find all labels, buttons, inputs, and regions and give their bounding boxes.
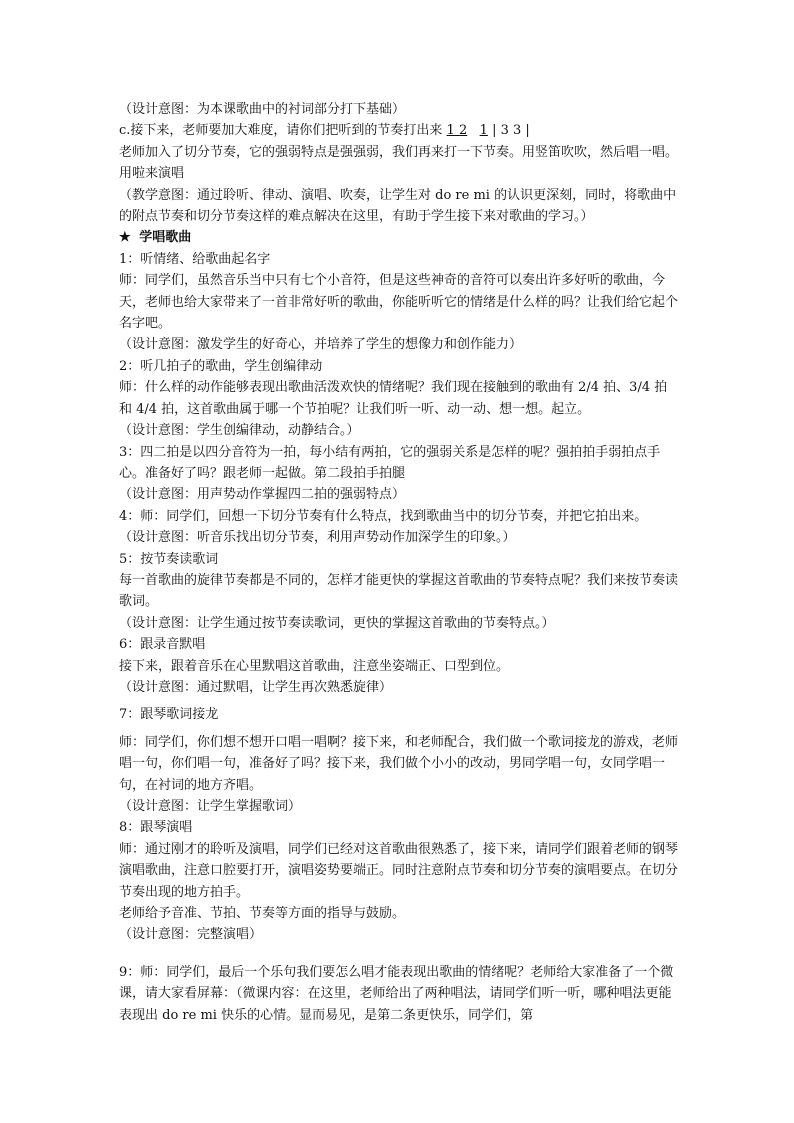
step-title-8: 8：跟琴演唱 [119, 820, 193, 836]
step-body-7: 师：同学们，你们想不想开口唱一唱啊？接下来，和老师配合，我们做一个歌词接龙的游戏，老师唱一句，你们唱一句，准备好了吗？接下来，我们做个小小的改动，男同学唱一句，女同学唱一句，在衬词的地方齐唱。 [119, 734, 679, 793]
step-body-2: 师：什么样的动作能够表现出歌曲活泼欢快的情绪呢？我们现在接触到的歌曲有 2/4 拍、3/4 拍和 4/4 拍，这首歌曲属于哪一个节拍呢？让我们听一听、动一动、想一想。起立。 [119, 380, 668, 417]
design-note-6: （设计意图：通过默唱，让学生再次熟悉旋律） [119, 679, 393, 695]
step-title-6: 6：跟录音默唱 [119, 637, 206, 653]
design-note: （设计意图：为本课歌曲中的衬词部分打下基础） [119, 102, 406, 117]
step-body-5: 每一首歌曲的旋律节奏都是不同的，怎样才能更快的掌握这首歌曲的节奏特点呢？我们来按节奏读歌词。 [119, 572, 679, 610]
design-note-3: （设计意图：用声势动作掌握四二拍的强弱特点） [119, 487, 406, 503]
step-title-5: 5：按节奏读歌词 [119, 551, 219, 567]
rhythm-instruction-text: c.接下来，老师要加大难度，请你们把听到的节奏打出来 [119, 123, 447, 139]
step-title-2: 2：听几拍子的歌曲，学生创编律动 [119, 358, 323, 374]
paragraph: 老师加入了切分节奏，它的强弱特点是强强弱，我们再来打一下节奏。用竖笛吹吹，然后唱一唱。用啦来演唱 [119, 144, 679, 182]
step-body-3: 3：四二拍是以四分音符为一拍，每小结有两拍，它的强弱关系是怎样的呢？强拍拍手弱拍点手心。准备好了吗？跟老师一起做。第二段拍手拍腿 [119, 444, 661, 481]
step-body-6: 接下来，跟着音乐在心里默唱这首歌曲，注意坐姿端正、口型到位。 [119, 658, 510, 674]
spacer [119, 946, 679, 962]
step-body-4: 4：师：同学们，回想一下切分节奏有什么特点，找到歌曲当中的切分节奏，并把它拍出来。 [119, 508, 648, 524]
rhythm-notation-3: | 3 3 | [492, 123, 530, 139]
step-body-9: 9：师：同学们，最后一个乐句我们要怎么唱才能表现出歌曲的情绪呢？老师给大家准备了一个微课，请大家看屏幕：（微课内容：在这里，老师给出了两种唱法，请同学们听一听，哪种唱法更能表现出 do re mi 快乐的心情。显而易见，是第二条更快乐，同学们，第 [119, 964, 674, 1023]
design-note-1: （设计意图：激发学生的好奇心，并培养了学生的想像力和创作能力） [119, 337, 523, 353]
step-title-1: 1：听情绪、给歌曲起名字 [119, 251, 271, 267]
step-body-1: 师：同学们，虽然音乐当中只有七个小音符，但是这些神奇的音符可以奏出许多好听的歌曲，今天，老师也给大家带来了一首非常好听的歌曲，你能听听它的情绪是什么样的吗？让我们给它起个名字吧。 [119, 273, 679, 332]
design-note-8: （设计意图：完整演唱） [119, 927, 263, 943]
design-note-7: （设计意图：让学生掌握歌词） [119, 799, 302, 814]
star-icon: ★ [119, 230, 131, 246]
design-note-2: （设计意图：学生创编律动，动静结合。） [119, 423, 360, 439]
design-note-5: （设计意图：让学生通过按节奏读歌词，更快的掌握这首歌曲的节奏特点。） [119, 615, 555, 631]
step-title-7: 7：跟琴歌词接龙 [119, 707, 219, 723]
rhythm-notation-1: 1 2 [446, 123, 468, 139]
rhythm-notation-2: 1 [479, 123, 488, 139]
document-page [119, 99, 679, 1026]
rhythm-instruction [119, 120, 679, 141]
step-body-8b: 老师给予音准、节拍、节奏等方面的指导与鼓励。 [119, 906, 406, 922]
section-title: 学唱歌曲 [139, 230, 192, 246]
design-note-4: （设计意图：听音乐找出切分节奏，利用声势动作加深学生的印象。） [119, 530, 516, 546]
section-heading [119, 227, 679, 248]
teaching-note: （教学意图：通过聆听、律动、演唱、吹奏，让学生对 do re mi 的认识更深刻，同时，将歌曲中的附点节奏和切分节奏这样的难点解决在这里，有助于学生接下来对歌曲的学习。） [119, 187, 677, 225]
step-body-8: 师：通过刚才的聆听及演唱，同学们已经对这首歌曲很熟悉了，接下来，请同学们跟着老师的钢琴演唱歌曲，注意口腔要打开，演唱姿势要端正。同时注意附点节奏和切分节奏的演唱要点。在切分节奏出现的地方拍手。 [119, 841, 679, 900]
